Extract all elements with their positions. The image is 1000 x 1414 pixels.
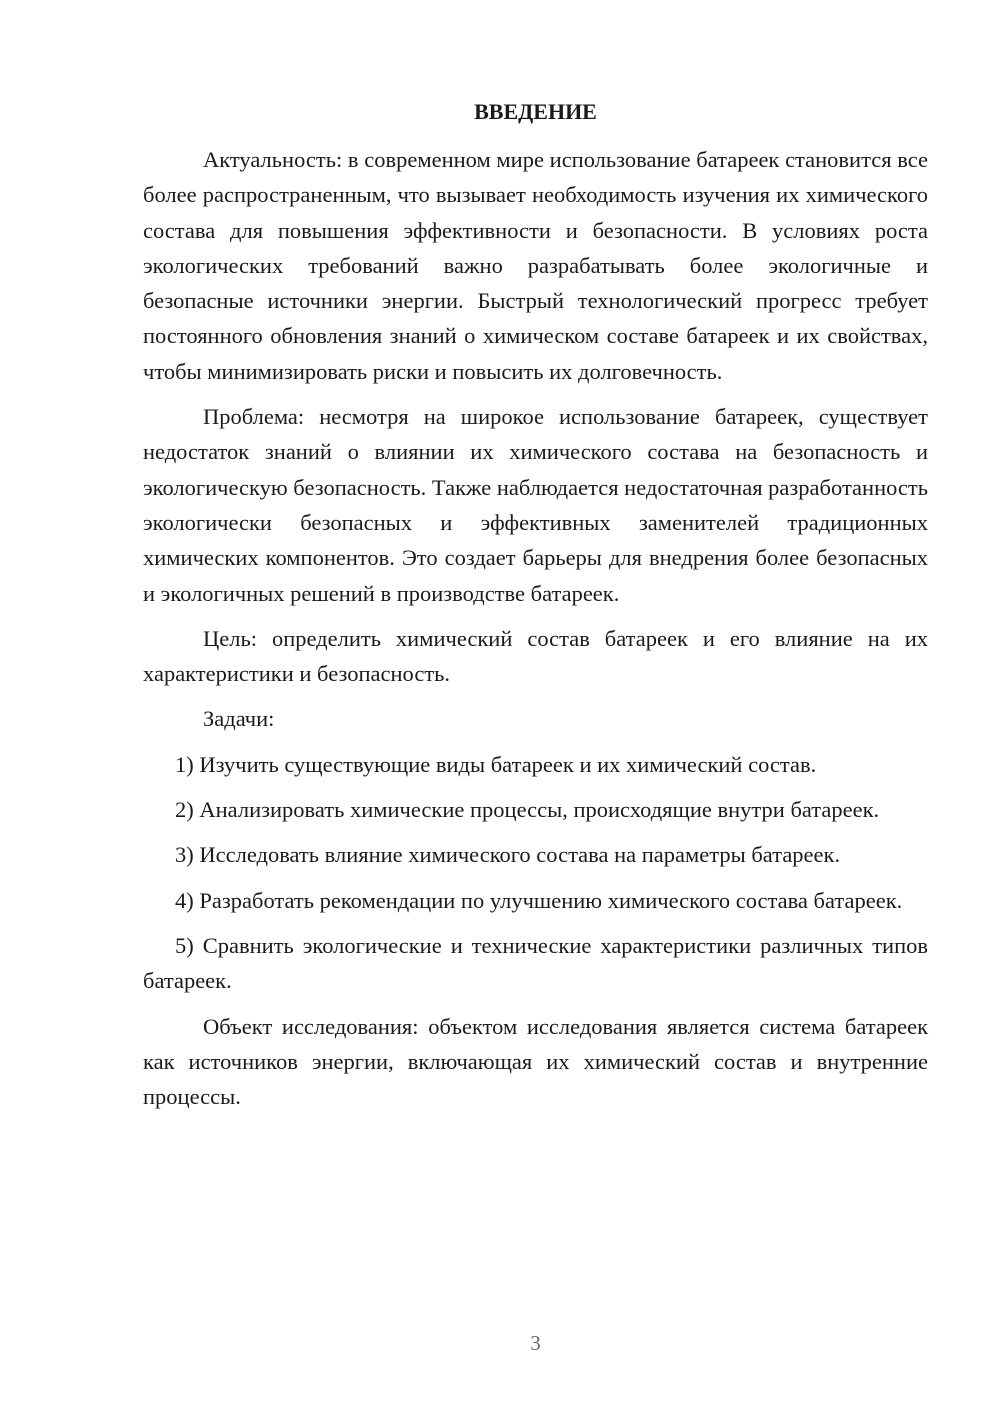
page-number: 3 bbox=[530, 1331, 541, 1355]
task-item-5: 5) Сравнить экологические и технические характеристики различных типов батареек. bbox=[143, 932, 928, 994]
paragraph-tasks-label: Задачи: bbox=[203, 706, 275, 732]
paragraph-goal: Цель: определить химический состав батареек и его влияние на их характеристики и безопасность. bbox=[143, 625, 928, 687]
task-item-1: 1) Изучить существующие виды батареек и их химический состав. bbox=[175, 751, 817, 777]
paragraph-relevance: Актуальность: в современном мире использование батареек становится все более распространенным, что вызывает необходимость изучения их химического состава для повышения эффективности и безопасности. В условиях роста экологических требований важно разрабатывать более экологичные и безопасные источники энергии. Быстрый технологический прогресс требует постоянного обновления знаний о химическом составе батареек и их свойствах, чтобы минимизировать риски и повысить их долговечность. bbox=[143, 147, 928, 384]
task-item-2: 2) Анализировать химические процессы, происходящие внутри батареек. bbox=[175, 797, 880, 823]
task-item-3: 3) Исследовать влияние химического состава на параметры батареек. bbox=[175, 842, 841, 868]
section-heading: ВВЕДЕНИЕ bbox=[474, 99, 597, 124]
paragraph-object: Объект исследования: объектом исследования является система батареек как источников энергии, включающая их химический состав и внутренние процессы. bbox=[143, 1013, 928, 1110]
paragraph-problem: Проблема: несмотря на широкое использование батареек, существует недостаток знаний о влиянии их химического состава на безопасность и экологическую безопасность. Также наблюдается недостаточная разработанность экологически безопасных и эффективных заменителей традиционных химических компонентов. Это создает барьеры для внедрения более безопасных и экологичных решений в производстве батареек. bbox=[143, 404, 929, 606]
document-page bbox=[143, 0, 928, 1414]
document-body bbox=[143, 142, 928, 1124]
task-item-4: 4) Разработать рекомендации по улучшению химического состава батареек. bbox=[175, 887, 903, 913]
